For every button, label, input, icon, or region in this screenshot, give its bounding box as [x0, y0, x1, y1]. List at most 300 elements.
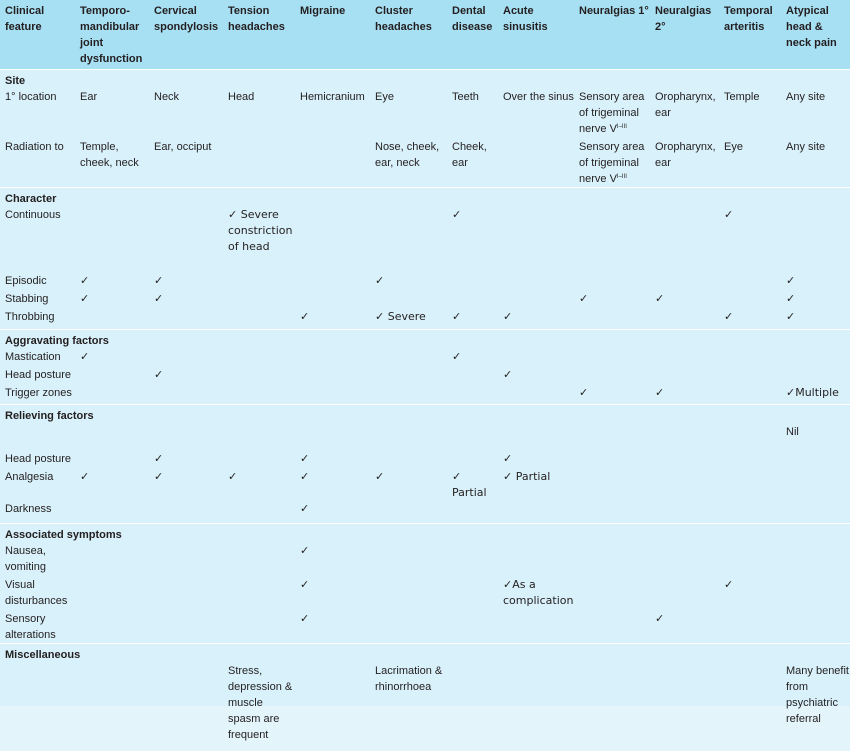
table-cell	[75, 611, 149, 644]
table-cell	[295, 139, 370, 188]
table-cell	[574, 349, 650, 367]
table-cell	[223, 424, 295, 451]
table-cell	[149, 349, 223, 367]
table-row	[0, 385, 850, 405]
table-cell	[498, 451, 574, 469]
table-cell	[295, 543, 370, 577]
cell-text: Ear	[80, 91, 98, 103]
row-label: Sensory alterations	[5, 612, 56, 641]
table-cell	[719, 349, 781, 367]
table-row	[0, 309, 850, 329]
table-cell	[650, 469, 719, 501]
row-label: Continuous	[5, 209, 61, 221]
table-cell	[295, 611, 370, 644]
row-label	[0, 424, 75, 451]
row-label: Throbbing	[5, 311, 55, 323]
table-cell	[149, 577, 223, 611]
table-cell	[447, 139, 498, 188]
table-cell	[498, 207, 574, 273]
table-cell	[75, 385, 149, 405]
table-cell	[650, 291, 719, 309]
table-cell	[781, 469, 850, 501]
table-cell	[498, 367, 574, 385]
cell-text: ✓	[80, 470, 90, 483]
table-cell	[149, 385, 223, 405]
table-cell	[650, 451, 719, 469]
table-cell	[149, 451, 223, 469]
table-cell	[75, 577, 149, 611]
header-clinical-feature: Clinical feature	[0, 0, 75, 70]
table-cell	[719, 501, 781, 523]
cell-text: ✓	[154, 274, 164, 287]
table-cell	[75, 543, 149, 577]
cell-text: Head	[228, 91, 255, 103]
cell-text: Temple	[724, 91, 760, 103]
cell-text: ✓	[786, 274, 796, 287]
table-cell	[719, 89, 781, 139]
table-cell	[295, 577, 370, 611]
table-cell	[650, 577, 719, 611]
table-cell	[574, 385, 650, 405]
cell-text: ✓	[154, 292, 164, 305]
section-header-row	[0, 405, 850, 425]
table-cell	[295, 207, 370, 273]
table-cell	[650, 349, 719, 367]
section-header-row	[0, 643, 850, 663]
table-cell	[223, 291, 295, 309]
table-cell	[574, 611, 650, 644]
superscript: I–III	[616, 174, 627, 180]
table-cell	[719, 139, 781, 188]
row-label: Visual disturbances	[5, 578, 68, 607]
table-cell	[447, 291, 498, 309]
table-cell	[223, 349, 295, 367]
table-cell	[650, 385, 719, 405]
table-cell	[75, 451, 149, 469]
table-cell	[498, 385, 574, 405]
table-cell	[75, 349, 149, 367]
table-cell	[149, 273, 223, 291]
table-row	[0, 89, 850, 139]
cell-text: ✓	[503, 452, 513, 465]
table-cell	[650, 309, 719, 329]
table-cell	[295, 89, 370, 139]
table-cell	[781, 349, 850, 367]
table-cell	[370, 663, 447, 751]
cell-text: ✓	[786, 310, 796, 323]
table-cell	[781, 424, 850, 451]
table-cell	[447, 577, 498, 611]
table-cell	[498, 139, 574, 188]
cell-text: ✓	[154, 452, 164, 465]
header-acute-sinusitis: Acute sinusitis	[498, 0, 574, 70]
table-cell	[149, 291, 223, 309]
cell-text: ✓	[300, 470, 310, 483]
table-row	[0, 367, 850, 385]
table-cell	[719, 309, 781, 329]
row-label	[0, 663, 75, 751]
cell-text: ✓	[452, 208, 462, 221]
section-header-row	[0, 188, 850, 208]
table-cell	[574, 501, 650, 523]
section-header-row	[0, 329, 850, 349]
cell-text: Eye	[375, 91, 394, 103]
table-cell	[447, 663, 498, 751]
cell-text: ✓	[80, 292, 90, 305]
section-header-row	[0, 523, 850, 543]
table-cell	[295, 349, 370, 367]
cell-text: ✓As a complication	[503, 577, 574, 607]
table-cell	[370, 451, 447, 469]
table-cell	[447, 424, 498, 451]
table-cell	[75, 501, 149, 523]
cell-text: ✓	[375, 274, 385, 287]
table-cell	[223, 469, 295, 501]
table-cell	[370, 139, 447, 188]
table-cell	[447, 89, 498, 139]
cell-text: Nil	[786, 426, 799, 438]
table-row	[0, 349, 850, 367]
cell-text: Many benefit from psychiatric referral	[786, 664, 849, 725]
cell-text: ✓	[300, 310, 310, 323]
table-cell	[75, 469, 149, 501]
table-cell	[370, 349, 447, 367]
row-label: Head posture	[5, 453, 72, 465]
table-cell	[370, 577, 447, 611]
cell-text: ✓	[655, 292, 665, 305]
header-cervical-spondylosis: Cervical spondylosis	[149, 0, 223, 70]
table-cell	[223, 543, 295, 577]
table-cell	[447, 349, 498, 367]
table-cell	[295, 291, 370, 309]
cell-text: ✓	[786, 292, 796, 305]
table-cell	[295, 663, 370, 751]
cell-text: Nose, cheek, ear, neck	[375, 141, 440, 169]
table-cell	[447, 367, 498, 385]
table-cell	[75, 367, 149, 385]
header-neuralgias-primary: Neuralgias 1°	[574, 0, 650, 70]
table-cell	[650, 543, 719, 577]
cell-text: ✓	[375, 470, 385, 483]
table-cell	[719, 577, 781, 611]
table-cell	[370, 291, 447, 309]
cell-text: Temple, cheek, neck	[80, 141, 139, 169]
cell-text: ✓	[724, 577, 734, 591]
cell-text: Eye	[724, 141, 743, 153]
table-cell	[149, 543, 223, 577]
table-cell	[574, 89, 650, 139]
table-cell	[149, 469, 223, 501]
cell-text: ✓	[724, 208, 734, 221]
table-cell	[574, 577, 650, 611]
cell-text: ✓ Partial	[503, 470, 551, 483]
table-cell	[75, 139, 149, 188]
section-group	[0, 188, 850, 330]
table-row	[0, 139, 850, 188]
table-row	[0, 273, 850, 291]
header-neuralgias-secondary: Neuralgias 2°	[650, 0, 719, 70]
row-label: Head posture	[5, 368, 72, 381]
row-label: Darkness	[5, 503, 52, 515]
table-cell	[498, 89, 574, 139]
row-label: Analgesia	[5, 471, 54, 483]
table-cell	[498, 291, 574, 309]
table-cell	[223, 663, 295, 751]
table-cell	[498, 577, 574, 611]
table-cell	[498, 663, 574, 751]
table-cell	[223, 577, 295, 611]
table-cell	[370, 273, 447, 291]
row-label: Radiation to	[5, 141, 64, 153]
table-cell	[650, 611, 719, 644]
table-cell	[75, 424, 149, 451]
row-label: 1° location	[5, 91, 57, 103]
table-row	[0, 451, 850, 469]
table-cell	[75, 273, 149, 291]
cell-text: Sensory area of trigeminal nerve V	[579, 91, 645, 135]
table-cell	[370, 501, 447, 523]
table-cell	[574, 424, 650, 451]
cell-text: Oropharynx, ear	[655, 91, 716, 119]
table-row	[0, 291, 850, 309]
table-cell	[498, 469, 574, 501]
table-cell	[370, 424, 447, 451]
cell-text: Teeth	[452, 91, 479, 103]
table-cell	[498, 424, 574, 451]
table-cell	[223, 207, 295, 273]
table-cell	[650, 89, 719, 139]
table-cell	[447, 469, 498, 501]
table-cell	[719, 207, 781, 273]
table-row	[0, 543, 850, 577]
table-cell	[223, 501, 295, 523]
table-cell	[149, 663, 223, 751]
table-cell	[781, 385, 850, 405]
section-title: Site	[5, 75, 26, 87]
table-cell	[574, 367, 650, 385]
table-cell	[295, 451, 370, 469]
header-row	[0, 0, 850, 70]
table-cell	[75, 309, 149, 329]
cell-text: Hemicranium	[300, 91, 365, 103]
cell-text: ✓ Partial	[452, 470, 487, 499]
table-cell	[574, 291, 650, 309]
header-atypical-pain: Atypical head & neck pain	[781, 0, 850, 70]
row-label: Episodic	[5, 275, 47, 287]
cell-text: ✓	[452, 310, 462, 323]
table-cell	[370, 469, 447, 501]
cell-text: ✓	[228, 470, 238, 483]
table-cell	[650, 663, 719, 751]
table-cell	[149, 207, 223, 273]
table-cell	[781, 611, 850, 644]
cell-text: Oropharynx, ear	[655, 141, 716, 169]
table-cell	[370, 543, 447, 577]
table-row	[0, 663, 850, 751]
table-cell	[650, 367, 719, 385]
table-cell	[223, 451, 295, 469]
row-label: Nausea, vomiting	[5, 544, 46, 573]
cell-text: ✓	[300, 611, 310, 625]
table-row	[0, 501, 850, 523]
table-cell	[781, 273, 850, 291]
cell-text: ✓	[300, 577, 310, 591]
cell-text: Any site	[786, 141, 826, 153]
table-cell	[719, 469, 781, 501]
table-cell	[149, 424, 223, 451]
section-title: Character	[5, 193, 57, 205]
table-cell	[781, 663, 850, 751]
table-cell	[719, 663, 781, 751]
table-cell	[719, 451, 781, 469]
table-cell	[447, 501, 498, 523]
table-cell	[498, 611, 574, 644]
table-cell	[75, 89, 149, 139]
table-row	[0, 469, 850, 501]
table-cell	[149, 89, 223, 139]
table-cell	[719, 367, 781, 385]
table-cell	[447, 451, 498, 469]
cell-text: ✓	[80, 274, 90, 287]
section-title: Relieving factors	[5, 410, 94, 422]
table-cell	[149, 309, 223, 329]
table-row	[0, 424, 850, 451]
cell-text: Stress, depression & muscle spasm are frequent	[228, 664, 293, 741]
table-cell	[574, 309, 650, 329]
table-cell	[574, 451, 650, 469]
section-group	[0, 329, 850, 405]
table-cell	[447, 385, 498, 405]
cell-text: ✓Multiple	[786, 385, 839, 399]
table-cell	[781, 309, 850, 329]
section-group	[0, 523, 850, 643]
table-cell	[650, 273, 719, 291]
table-cell	[574, 139, 650, 188]
table-cell	[223, 273, 295, 291]
table-cell	[295, 273, 370, 291]
cell-text: ✓	[80, 349, 90, 363]
table-cell	[223, 385, 295, 405]
cell-text: Sensory area of trigeminal nerve V	[579, 141, 645, 185]
header-tmj-dysfunction: Temporo-mandibular joint dysfunction	[75, 0, 149, 70]
cell-text: ✓	[724, 310, 734, 323]
cell-text: ✓	[154, 470, 164, 483]
table-cell	[574, 273, 650, 291]
table-cell	[295, 469, 370, 501]
table-cell	[574, 469, 650, 501]
section-group	[0, 405, 850, 524]
table-cell	[498, 273, 574, 291]
table-cell	[149, 139, 223, 188]
table-cell	[370, 309, 447, 329]
header-dental-disease: Dental disease	[447, 0, 498, 70]
table-cell	[149, 501, 223, 523]
cell-text: Neck	[154, 91, 180, 103]
table-cell	[498, 309, 574, 329]
cell-text: ✓	[300, 543, 310, 557]
section-title: Aggravating factors	[5, 334, 109, 347]
table-cell	[223, 611, 295, 644]
table-cell	[370, 385, 447, 405]
table-cell	[223, 309, 295, 329]
table-cell	[75, 207, 149, 273]
section-header-row	[0, 70, 850, 90]
table-cell	[650, 139, 719, 188]
table-cell	[447, 207, 498, 273]
table-row	[0, 611, 850, 644]
cell-text: Cheek, ear	[452, 141, 487, 169]
table-cell	[781, 291, 850, 309]
table-cell	[295, 385, 370, 405]
header-cluster-headaches: Cluster headaches	[370, 0, 447, 70]
table-cell	[223, 367, 295, 385]
table-cell	[295, 501, 370, 523]
table-cell	[149, 611, 223, 644]
table-cell	[574, 543, 650, 577]
table-cell	[149, 367, 223, 385]
superscript: I–III	[616, 124, 627, 130]
table-cell	[447, 543, 498, 577]
table-cell	[75, 291, 149, 309]
table-cell	[574, 663, 650, 751]
table-cell	[719, 611, 781, 644]
table-cell	[295, 367, 370, 385]
cell-text: Over the sinus	[503, 91, 574, 103]
table-cell	[498, 501, 574, 523]
section-group	[0, 70, 850, 188]
row-label: Stabbing	[5, 293, 49, 305]
table-cell	[650, 424, 719, 451]
cell-text: ✓	[452, 349, 462, 363]
table-cell	[650, 207, 719, 273]
table-cell	[781, 577, 850, 611]
section-title: Associated symptoms	[5, 528, 122, 541]
cell-text: ✓	[503, 310, 513, 323]
table-cell	[719, 424, 781, 451]
cell-text: ✓	[655, 611, 665, 625]
table-cell	[781, 501, 850, 523]
cell-text: ✓	[655, 385, 665, 399]
table-cell	[370, 89, 447, 139]
table-cell	[781, 451, 850, 469]
table-cell	[781, 367, 850, 385]
header-temporal-arteritis: Temporal arteritis	[719, 0, 781, 70]
table-row	[0, 577, 850, 611]
table-cell	[574, 207, 650, 273]
table-cell	[223, 89, 295, 139]
table-cell	[498, 349, 574, 367]
table-cell	[781, 207, 850, 273]
header-migraine: Migraine	[295, 0, 370, 70]
cell-text: ✓	[503, 367, 513, 381]
section-title: Miscellaneous	[5, 648, 81, 661]
table-cell	[75, 663, 149, 751]
table-cell	[295, 424, 370, 451]
section-group	[0, 643, 850, 751]
table-cell	[447, 611, 498, 644]
table-cell	[781, 139, 850, 188]
table-cell	[719, 385, 781, 405]
cell-text: Lacrimation & rhinorrhoea	[375, 664, 443, 693]
cell-text: ✓	[300, 502, 310, 515]
table-cell	[719, 273, 781, 291]
row-label: Trigger zones	[5, 386, 72, 399]
table-cell	[370, 367, 447, 385]
table-row	[0, 207, 850, 273]
cell-text: ✓	[579, 292, 589, 305]
cell-text: ✓	[579, 385, 589, 399]
table-cell	[781, 543, 850, 577]
